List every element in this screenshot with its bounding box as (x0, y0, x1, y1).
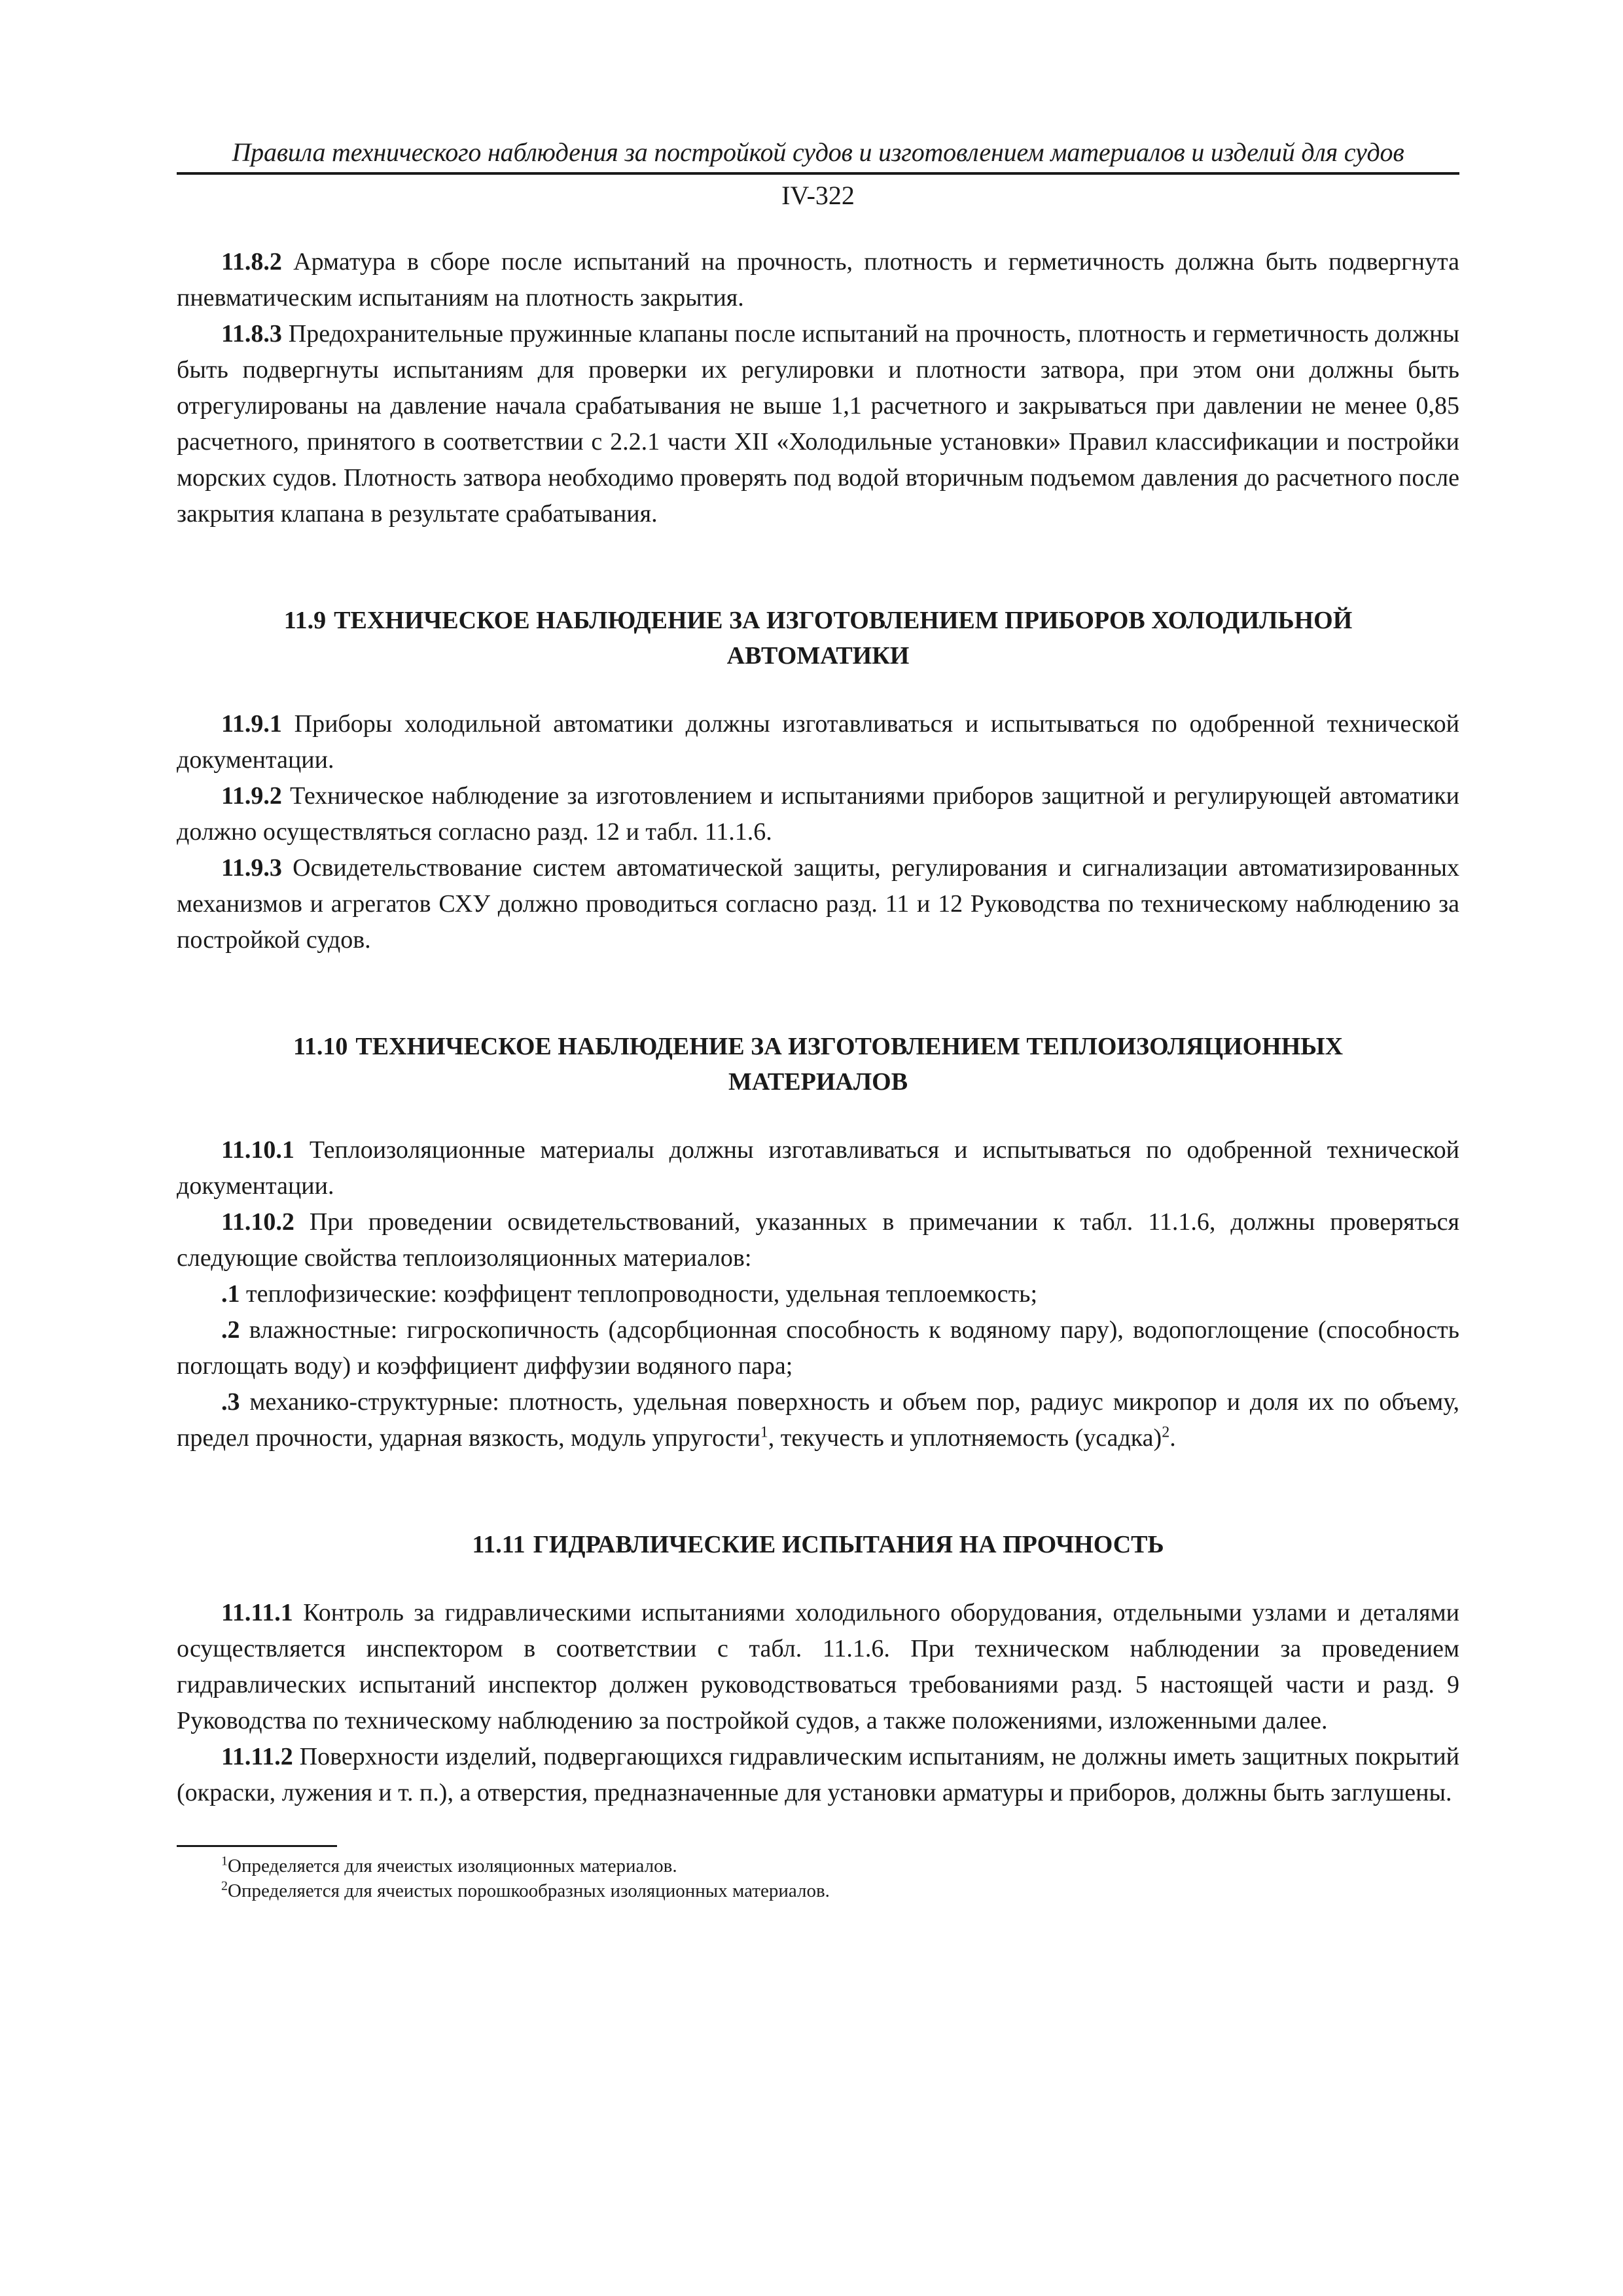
footnote-ref-2: 2 (1162, 1424, 1170, 1441)
footnote-ref-1: 1 (760, 1424, 768, 1441)
clause-number: 11.11.1 (221, 1599, 293, 1626)
list-item-3 (177, 1384, 1459, 1456)
footnote-1 (177, 1854, 1459, 1878)
clause-text: Контроль за гидравлическими испытаниями холодильного оборудования, отдельными узлами и деталями осуществляется инспектором в соответствии с табл. 11.1.6. При техническом наблюдении за проведением гидравлических испытаний инспектор должен руководствоваться требованиями разд. 5 настоящей части и разд. 9 Руководства по техническому наблюдению за постройкой судов, а также положениями, изложенными далее. (177, 1599, 1459, 1734)
footnote-text: Определяется для ячеистых изоляционных материалов. (228, 1856, 677, 1876)
clause-text: Техническое наблюдение за изготовлением и испытаниями приборов защитной и регулирующей автоматики должно осуществляться согласно разд. 12 и табл. 11.1.6. (177, 782, 1459, 846)
running-header: Правила технического наблюдения за постройкой судов и изготовлением материалов и изделий для судов (232, 137, 1404, 167)
item-text: механико-структурные: плотность, удельная поверхность и объем пор, радиус микропор и доля их по объему, предел прочности, ударная вязкость, модуль упругости (177, 1388, 1459, 1452)
clause-number: 11.9.3 (221, 854, 282, 882)
section-number: 11.11 (472, 1531, 526, 1558)
item-text: теплофизические: коэффицент теплопроводности, удельная теплоемкость; (240, 1280, 1038, 1308)
clause-number: 11.9.1 (221, 710, 282, 738)
paragraph-11-9-2 (177, 778, 1459, 850)
clause-number: 11.11.2 (221, 1743, 293, 1770)
document-page (177, 134, 1459, 1903)
paragraph-11-8-3 (177, 316, 1459, 532)
section-heading-11-10 (236, 1029, 1400, 1100)
clause-text: Теплоизоляционные материалы должны изготавливаться и испытываться по одобренной технической документации. (177, 1136, 1459, 1200)
footnote-rule (177, 1845, 337, 1847)
page-number: IV-322 (781, 181, 855, 210)
header-rule (177, 172, 1459, 175)
clause-number: 11.10.2 (221, 1208, 294, 1236)
document-body (177, 244, 1459, 1903)
section-heading-11-9 (236, 603, 1400, 673)
item-text: влажностные: гигроскопичность (адсорбционная способность к водяному пару), водопоглощение (способность поглощать воду) и коэффициент диффузии водяного пара; (177, 1316, 1459, 1380)
clause-text: При проведении освидетельствований, указанных в примечании к табл. 11.1.6, должны проверяться следующие свойства теплоизоляционных материалов: (177, 1208, 1459, 1272)
clause-text: Арматура в сборе после испытаний на прочность, плотность и герметичность должна быть подвергнута пневматическим испытаниям на плотность закрытия. (177, 248, 1459, 312)
footnote-mark: 2 (221, 1878, 228, 1893)
section-title: ТЕХНИЧЕСКОЕ НАБЛЮДЕНИЕ ЗА ИЗГОТОВЛЕНИЕМ ТЕПЛОИЗОЛЯЦИОННЫХ МАТЕРИАЛОВ (355, 1033, 1344, 1096)
paragraph-11-11-1 (177, 1595, 1459, 1739)
footnote-text: Определяется для ячеистых порошкообразных изоляционных материалов. (228, 1880, 830, 1901)
clause-text: Поверхности изделий, подвергающихся гидравлическим испытаниям, не должны иметь защитных покрытий (окраски, лужения и т. п.), а отверстия, предназначенные для установки арматуры и приборов, должны быть заглушены. (177, 1743, 1459, 1806)
paragraph-11-10-1 (177, 1132, 1459, 1204)
clause-number: 11.10.1 (221, 1136, 294, 1164)
clause-text: Предохранительные пружинные клапаны после испытаний на прочность, плотность и герметичность должны быть подвергнуты испытаниям для проверки их регулировки и плотности затвора, при этом они должны быть отрегулированы на давление начала срабатывания не выше 1,1 расчетного и закрываться при давлении не менее 0,85 расчетного, принятого в соответствии с 2.2.1 части XII «Холодильные установки» Правил классификации и постройки морских судов. Плотность затвора необходимо проверять под водой вторичным подъемом давления до расчетного после закрытия клапана в результате срабатывания. (177, 320, 1459, 528)
footnote-mark: 1 (221, 1854, 228, 1869)
clause-text: Приборы холодильной автоматики должны изготавливаться и испытываться по одобренной технической документации. (177, 710, 1459, 774)
item-text: , текучесть и уплотняемость (усадка) (768, 1424, 1162, 1452)
item-number: .1 (221, 1280, 240, 1308)
footnote-2 (177, 1878, 1459, 1903)
section-heading-11-11 (236, 1527, 1400, 1562)
section-title: ГИДРАВЛИЧЕСКИЕ ИСПЫТАНИЯ НА ПРОЧНОСТЬ (533, 1531, 1164, 1558)
clause-number: 11.8.3 (221, 320, 282, 348)
list-item-1 (177, 1276, 1459, 1312)
list-item-2 (177, 1312, 1459, 1384)
item-text: . (1169, 1424, 1176, 1452)
paragraph-11-11-2 (177, 1739, 1459, 1811)
section-number: 11.9 (283, 607, 327, 634)
paragraph-11-9-3 (177, 850, 1459, 958)
item-number: .2 (221, 1316, 240, 1344)
clause-text: Освидетельствование систем автоматической защиты, регулирования и сигнализации автоматизированных механизмов и агрегатов СХУ должно проводиться согласно разд. 11 и 12 Руководства по техническому наблюдению за постройкой судов. (177, 854, 1459, 954)
paragraph-11-10-2 (177, 1204, 1459, 1276)
section-number: 11.10 (293, 1033, 348, 1060)
paragraph-11-8-2 (177, 244, 1459, 316)
clause-number: 11.9.2 (221, 782, 282, 810)
paragraph-11-9-1 (177, 706, 1459, 778)
item-number: .3 (221, 1388, 240, 1416)
clause-number: 11.8.2 (221, 248, 282, 276)
section-title: ТЕХНИЧЕСКОЕ НАБЛЮДЕНИЕ ЗА ИЗГОТОВЛЕНИЕМ ПРИБОРОВ ХОЛОДИЛЬНОЙ АВТОМАТИКИ (334, 607, 1353, 670)
